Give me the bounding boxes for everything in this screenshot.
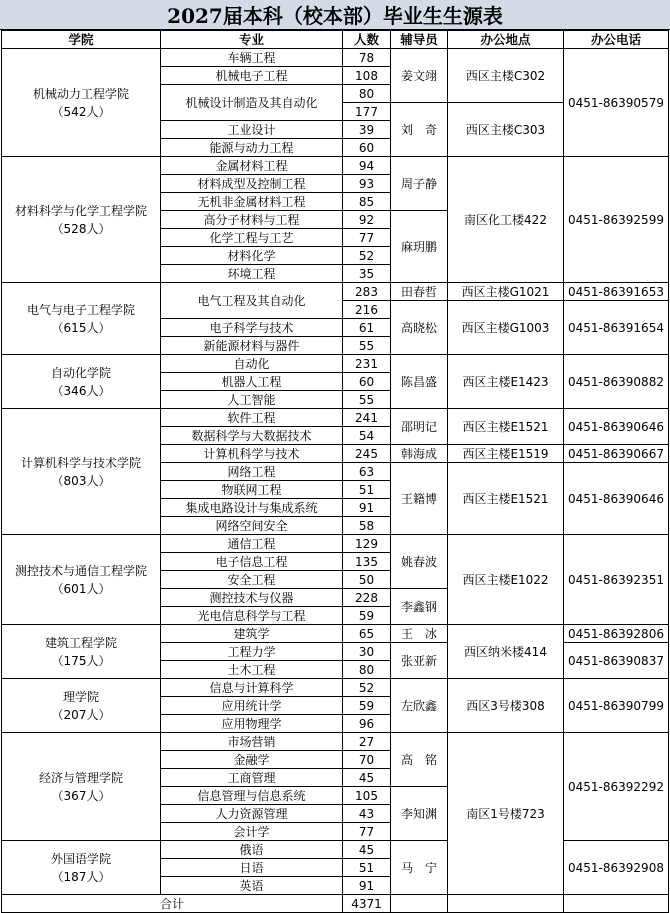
major-name: 市场营销	[161, 733, 343, 751]
advisor-name: 邵明记	[391, 409, 448, 445]
office-phone: 0451-86390667	[564, 445, 669, 463]
office-location: 西区主楼G1021	[448, 283, 564, 301]
office-phone: 0451-86392599	[564, 157, 669, 283]
major-count: 54	[343, 427, 391, 445]
major-count: 78	[343, 49, 391, 67]
advisor-name: 高晓松	[391, 301, 448, 355]
major-name: 化学工程与工艺	[161, 229, 343, 247]
major-name: 材料化学	[161, 247, 343, 265]
major-name: 信息管理与信息系统	[161, 787, 343, 805]
advisor-name: 韩海成	[391, 445, 448, 463]
major-name: 应用物理学	[161, 715, 343, 733]
major-count: 245	[343, 445, 391, 463]
major-count: 77	[343, 823, 391, 841]
advisor-name: 张亚新	[391, 643, 448, 679]
college-total: （187人）	[51, 869, 111, 884]
office-phone: 0451-86390646	[564, 463, 669, 535]
advisor-name: 姚春波	[391, 535, 448, 589]
table-row	[2, 535, 669, 553]
college-cell	[2, 535, 161, 625]
major-count: 80	[343, 85, 391, 103]
major-name: 英语	[161, 877, 343, 895]
college-cell	[2, 49, 161, 157]
office-location: 西区3号楼308	[448, 679, 564, 733]
college-name: 自动化学院	[50, 365, 111, 380]
office-location: 西区主楼E1022	[448, 535, 564, 625]
office-location: 西区主楼G1003	[448, 301, 564, 355]
college-cell	[2, 409, 161, 535]
advisor-name: 周子静	[391, 157, 448, 211]
advisor-name: 王 冰	[391, 625, 448, 643]
major-name: 机器人工程	[161, 373, 343, 391]
major-count: 92	[343, 211, 391, 229]
major-name: 网络工程	[161, 463, 343, 481]
major-count: 60	[343, 139, 391, 157]
college-total: （803人）	[51, 473, 111, 488]
header-phone: 办公电话	[564, 31, 669, 49]
college-cell	[2, 679, 161, 733]
major-count: 59	[343, 607, 391, 625]
major-count: 52	[343, 679, 391, 697]
office-location: 西区纳米楼414	[448, 625, 564, 679]
major-count: 61	[343, 319, 391, 337]
major-name: 人工智能	[161, 391, 343, 409]
college-cell	[2, 841, 161, 895]
major-count: 241	[343, 409, 391, 427]
advisor-name: 陈昌盛	[391, 355, 448, 409]
major-count: 51	[343, 481, 391, 499]
major-count: 45	[343, 841, 391, 859]
major-count: 177	[343, 103, 391, 121]
major-count: 55	[343, 391, 391, 409]
advisor-name: 李知渊	[391, 787, 448, 841]
college-name: 理学院	[62, 689, 99, 704]
major-count: 96	[343, 715, 391, 733]
major-count: 27	[343, 733, 391, 751]
major-count: 70	[343, 751, 391, 769]
major-name: 土木工程	[161, 661, 343, 679]
empty-cell	[564, 895, 669, 913]
office-phone: 0451-86390882	[564, 355, 669, 409]
advisor-name: 马 宁	[391, 841, 448, 895]
major-count: 80	[343, 661, 391, 679]
major-name: 电子信息工程	[161, 553, 343, 571]
office-phone: 0451-86392292	[564, 733, 669, 841]
major-name: 通信工程	[161, 535, 343, 553]
major-count: 52	[343, 247, 391, 265]
table-row	[2, 157, 669, 175]
major-count: 91	[343, 499, 391, 517]
major-count: 65	[343, 625, 391, 643]
major-name: 工商管理	[161, 769, 343, 787]
major-name: 环境工程	[161, 265, 343, 283]
major-name: 工业设计	[161, 121, 343, 139]
major-name: 工程力学	[161, 643, 343, 661]
table-row	[2, 49, 669, 67]
major-count: 30	[343, 643, 391, 661]
major-count: 231	[343, 355, 391, 373]
major-name: 新能源材料与器件	[161, 337, 343, 355]
major-name: 电子科学与技术	[161, 319, 343, 337]
college-total: （367人）	[51, 788, 111, 803]
office-location: 西区主楼C302	[448, 49, 564, 103]
major-count: 129	[343, 535, 391, 553]
header-college: 学院	[2, 31, 161, 49]
major-name: 安全工程	[161, 571, 343, 589]
office-location: 西区主楼E1521	[448, 409, 564, 445]
major-name: 俄语	[161, 841, 343, 859]
major-name: 人力资源管理	[161, 805, 343, 823]
college-total: （207人）	[51, 707, 111, 722]
advisor-name: 田春哲	[391, 283, 448, 301]
office-location: 南区化工楼422	[448, 157, 564, 283]
office-phone: 0451-86390799	[564, 679, 669, 733]
major-name: 软件工程	[161, 409, 343, 427]
college-cell	[2, 157, 161, 283]
major-count: 216	[343, 301, 391, 319]
major-name: 应用统计学	[161, 697, 343, 715]
table-row	[2, 409, 669, 427]
college-name: 外国语学院	[50, 851, 111, 866]
college-cell	[2, 355, 161, 409]
major-count: 45	[343, 769, 391, 787]
college-name: 机械动力工程学院	[32, 86, 129, 101]
empty-cell	[391, 895, 448, 913]
major-name: 会计学	[161, 823, 343, 841]
major-count: 85	[343, 193, 391, 211]
major-count: 35	[343, 265, 391, 283]
college-total: （175人）	[51, 653, 111, 668]
college-total: （601人）	[51, 581, 111, 596]
office-phone: 0451-86392908	[564, 841, 669, 895]
major-name: 日语	[161, 859, 343, 877]
table-title: 2027届本科（校本部）毕业生生源表	[0, 0, 670, 30]
major-name: 信息与计算科学	[161, 679, 343, 697]
major-name: 金融学	[161, 751, 343, 769]
major-name: 金属材料工程	[161, 157, 343, 175]
advisor-name: 姜文翊	[391, 49, 448, 103]
table-row	[2, 679, 669, 697]
advisor-name: 王籍博	[391, 463, 448, 535]
major-count: 77	[343, 229, 391, 247]
grand-total-label: 合计	[2, 895, 343, 913]
office-phone: 0451-86390579	[564, 49, 669, 157]
graduate-roster-table	[1, 30, 669, 913]
major-count: 51	[343, 859, 391, 877]
college-name: 经济与管理学院	[38, 770, 123, 785]
major-name: 高分子材料与工程	[161, 211, 343, 229]
college-name: 电气与电子工程学院	[26, 302, 135, 317]
office-location: 南区1号楼723	[448, 733, 564, 895]
major-count: 94	[343, 157, 391, 175]
college-name: 材料科学与化学工程学院	[14, 203, 147, 218]
college-total: （346人）	[51, 383, 111, 398]
header-major: 专业	[161, 31, 343, 49]
major-name: 集成电路设计与集成系统	[161, 499, 343, 517]
college-cell	[2, 283, 161, 355]
office-phone: 0451-86390646	[564, 409, 669, 445]
grand-total-row	[2, 895, 669, 913]
major-name: 车辆工程	[161, 49, 343, 67]
office-location: 西区主楼E1519	[448, 445, 564, 463]
office-phone: 0451-86390837	[564, 643, 669, 679]
major-count: 93	[343, 175, 391, 193]
major-name: 数据科学与大数据技术	[161, 427, 343, 445]
office-location: 西区主楼E1521	[448, 463, 564, 535]
major-name: 机械设计制造及其自动化	[161, 85, 343, 121]
major-count: 59	[343, 697, 391, 715]
college-cell	[2, 625, 161, 679]
advisor-name: 高 铭	[391, 733, 448, 787]
advisor-name: 麻玥鹏	[391, 211, 448, 283]
college-total: （528人）	[51, 221, 111, 236]
office-location: 西区主楼C303	[448, 103, 564, 157]
table-row	[2, 733, 669, 751]
major-name: 材料成型及控制工程	[161, 175, 343, 193]
major-count: 91	[343, 877, 391, 895]
major-count: 55	[343, 337, 391, 355]
office-location: 西区主楼E1423	[448, 355, 564, 409]
header-count: 人数	[343, 31, 391, 49]
header-advisor: 辅导员	[391, 31, 448, 49]
major-count: 39	[343, 121, 391, 139]
major-name: 物联网工程	[161, 481, 343, 499]
major-count: 63	[343, 463, 391, 481]
table-row	[2, 841, 669, 859]
major-count: 108	[343, 67, 391, 85]
office-phone: 0451-86391654	[564, 301, 669, 355]
major-count: 58	[343, 517, 391, 535]
college-total: （542人）	[51, 104, 111, 119]
major-name: 能源与动力工程	[161, 139, 343, 157]
major-count: 135	[343, 553, 391, 571]
major-name: 机械电子工程	[161, 67, 343, 85]
college-cell	[2, 733, 161, 841]
major-name: 测控技术与仪器	[161, 589, 343, 607]
major-name: 计算机科学与技术	[161, 445, 343, 463]
office-phone: 0451-86391653	[564, 283, 669, 301]
college-name: 建筑工程学院	[44, 635, 117, 650]
major-name: 无机非金属材料工程	[161, 193, 343, 211]
header-row	[2, 31, 669, 49]
major-count: 50	[343, 571, 391, 589]
major-name: 自动化	[161, 355, 343, 373]
major-name: 网络空间安全	[161, 517, 343, 535]
major-count: 43	[343, 805, 391, 823]
empty-cell	[448, 895, 564, 913]
college-total: （615人）	[51, 320, 111, 335]
college-name: 计算机科学与技术学院	[20, 455, 141, 470]
advisor-name: 李鑫钢	[391, 589, 448, 625]
advisor-name: 刘 奇	[391, 103, 448, 157]
major-count: 60	[343, 373, 391, 391]
major-name: 建筑学	[161, 625, 343, 643]
header-office: 办公地点	[448, 31, 564, 49]
major-name: 光电信息科学与工程	[161, 607, 343, 625]
table-row	[2, 625, 669, 643]
college-name: 测控技术与通信工程学院	[14, 563, 147, 578]
table-row	[2, 355, 669, 373]
table-row	[2, 283, 669, 301]
major-name: 电气工程及其自动化	[161, 283, 343, 319]
major-count: 283	[343, 283, 391, 301]
major-count: 228	[343, 589, 391, 607]
office-phone: 0451-86392351	[564, 535, 669, 625]
major-count: 105	[343, 787, 391, 805]
grand-total-value: 4371	[343, 895, 391, 913]
office-phone: 0451-86392806	[564, 625, 669, 643]
advisor-name: 左欣鑫	[391, 679, 448, 733]
